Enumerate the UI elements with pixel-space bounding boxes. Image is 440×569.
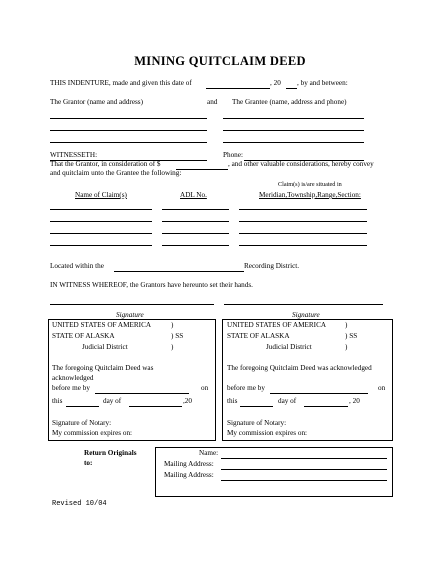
indenture-year-prefix: , 20 [270, 79, 281, 87]
grantee-label: The Grantee (name, address and phone) [232, 98, 347, 106]
ack-left-paren3: ) [171, 343, 174, 351]
ack-left-this: this [52, 397, 63, 405]
ack-left-name-field[interactable] [95, 393, 189, 394]
located-prefix: Located within the [50, 262, 104, 270]
grantor-line-2[interactable] [50, 130, 207, 131]
and-label: and [207, 98, 218, 106]
consideration-amount-field[interactable] [176, 169, 228, 170]
return-mailing1-field[interactable] [221, 469, 387, 470]
ack-left-usa: UNITED STATES OF AMERICA [52, 321, 152, 329]
ack-left-day-field[interactable] [66, 406, 99, 407]
claims-note: Claim(s) is/are situated in [278, 181, 342, 188]
claim-name-line-2[interactable] [50, 221, 152, 222]
ack-right-ss: ) SS [345, 332, 358, 340]
indenture-text: THIS INDENTURE, made and given this date of [50, 79, 192, 87]
ack-left-district: Judicial District [82, 343, 128, 351]
return-name-label: Name: [199, 449, 219, 457]
col-adl-no: ADL No. [180, 191, 207, 199]
quitclaim-line: and quitclaim unto the Grantee the following: [50, 169, 182, 177]
ack-right-usa: UNITED STATES OF AMERICA [227, 321, 327, 329]
consideration-suffix: , and other valuable considerations, hereby convey [228, 160, 374, 168]
ack-right-paren3: ) [345, 343, 348, 351]
adl-line-2[interactable] [162, 221, 229, 222]
meridian-line-3[interactable] [239, 233, 367, 234]
ack-left-before: before me by [52, 384, 90, 392]
ack-right-dayof: day of [278, 397, 297, 405]
phone-label: Phone: [223, 151, 243, 159]
ack-left-year: ,20 [183, 397, 192, 405]
return-mailing2-field[interactable] [221, 480, 387, 481]
ack-right-state: STATE OF ALASKA [227, 332, 290, 340]
ack-left-dayof: day of [103, 397, 122, 405]
indenture-year-field[interactable] [286, 88, 297, 89]
signature-line-left[interactable] [50, 304, 214, 305]
adl-line-1[interactable] [162, 209, 229, 210]
ack-right-year: , 20 [349, 397, 360, 405]
ack-left-state: STATE OF ALASKA [52, 332, 115, 340]
return-name-field[interactable] [221, 458, 387, 459]
claim-name-line-4[interactable] [50, 245, 152, 246]
claim-name-line-3[interactable] [50, 233, 152, 234]
located-suffix: Recording District. [244, 262, 300, 270]
revised-label: Revised 10/04 [52, 500, 107, 508]
ack-right-on: on [378, 384, 386, 392]
grantor-line-1[interactable] [50, 118, 207, 119]
ack-right-foregoing: The foregoing Quitclaim Deed was acknowledged [227, 364, 372, 372]
ack-right-this: this [227, 397, 238, 405]
return-mailing1-label: Mailing Address: [164, 460, 214, 468]
ack-right-paren1: ) [345, 321, 348, 329]
meridian-line-1[interactable] [239, 209, 367, 210]
page-title: MINING QUITCLAIM DEED [134, 54, 306, 68]
return-mailing2-label: Mailing Address: [164, 471, 214, 479]
ack-left-foregoing2: acknowledged [52, 374, 94, 382]
meridian-line-2[interactable] [239, 221, 367, 222]
return-originals-label: Return Originals [84, 449, 137, 457]
signature-label-right: Signature [292, 311, 320, 319]
grantor-line-3[interactable] [50, 142, 207, 143]
grantee-line-3[interactable] [223, 142, 364, 143]
adl-line-4[interactable] [162, 245, 229, 246]
col-name-of-claims: Name of Claim(s) [75, 191, 127, 199]
in-witness-text: IN WITNESS WHEREOF, the Grantors have hereunto set their hands. [50, 281, 253, 289]
meridian-line-4[interactable] [239, 245, 367, 246]
ack-left-ss: ) SS [171, 332, 184, 340]
consideration-prefix: That the Grantor, in consideration of $ [50, 160, 161, 168]
col-meridian: Meridian,Township,Range,Section: [259, 191, 361, 199]
ack-left-commission: My commission expires on: [52, 429, 133, 437]
ack-left-foregoing1: The foregoing Quitclaim Deed was [52, 364, 154, 372]
grantee-line-2[interactable] [223, 130, 364, 131]
ack-right-day-field[interactable] [240, 406, 273, 407]
recording-district-field[interactable] [114, 271, 244, 272]
ack-left-month-field[interactable] [129, 406, 182, 407]
indenture-between: , by and between: [297, 79, 348, 87]
ack-left-on: on [201, 384, 209, 392]
signature-line-right[interactable] [224, 304, 383, 305]
grantee-line-1[interactable] [223, 118, 364, 119]
grantor-label: The Grantor (name and address) [50, 98, 143, 106]
return-to-label: to: [84, 459, 93, 467]
ack-left-notary: Signature of Notary: [52, 419, 112, 427]
ack-right-name-field[interactable] [270, 393, 368, 394]
ack-right-commission: My commission expires on: [227, 429, 308, 437]
ack-left-paren1: ) [171, 321, 174, 329]
signature-label-left: Signature [116, 311, 144, 319]
ack-right-before: before me by [227, 384, 265, 392]
ack-right-notary: Signature of Notary: [227, 419, 287, 427]
ack-right-district: Judicial District [266, 343, 312, 351]
claim-name-line-1[interactable] [50, 209, 152, 210]
indenture-date-field[interactable] [206, 88, 270, 89]
ack-right-month-field[interactable] [304, 406, 348, 407]
adl-line-3[interactable] [162, 233, 229, 234]
witnesseth-label: WITNESSETH: [50, 151, 98, 159]
